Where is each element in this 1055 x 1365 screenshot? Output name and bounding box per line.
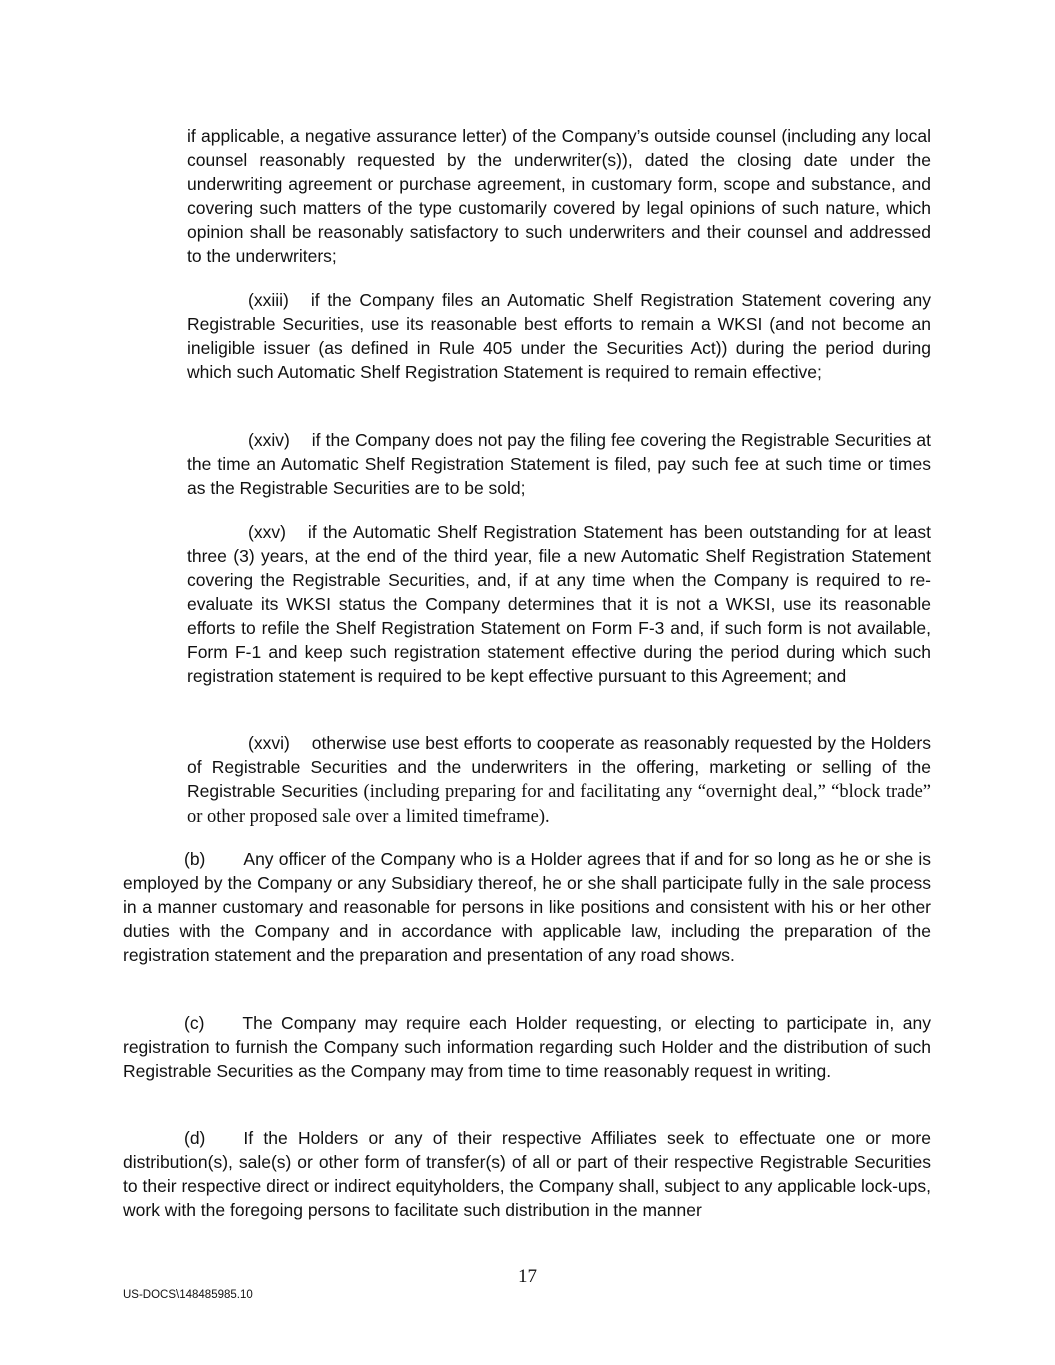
- clause-text: if the Automatic Shelf Registration Statement has been outstanding for at least three (3) years, at the end of the third year, file a new Automatic Shelf Registration Statement covering the Registrable Securities, and, if at any time when the Company is required to re-evaluate its WKSI status the Company determines that it is not a WKSI, use its reasonable efforts to refile the Shelf Registration Statement on Form F-3 and, if such form is not available, Form F-1 and keep such registration statement effective during the period during which such registration statement is required to be kept effective pursuant to this Agreement; and: [187, 522, 931, 686]
- section-b: [123, 847, 931, 967]
- section-label: (d): [184, 1128, 206, 1148]
- clause-label: (xxiii): [248, 290, 289, 310]
- section-text: If the Holders or any of their respective Affiliates seek to effectuate one or more distribution(s), sale(s) or other form of transfer(s) of all or part of their respective Registrable Securities to their respective direct or indirect equityholders, the Company shall, subject to any applicable lock-ups, work with the foregoing persons to facilitate such distribution in the manner: [123, 1128, 931, 1220]
- section-label: (c): [184, 1013, 205, 1033]
- paragraph-intro-continuation: [187, 124, 931, 268]
- section-d: [123, 1126, 931, 1222]
- clause-xxv: [187, 520, 931, 688]
- clause-label: (xxvi): [248, 733, 290, 753]
- clause-text: otherwise use best efforts to cooperate as reasonably requested by the Holders of Registrable Securities and the underwriters in the offering, marketing or selling of the Registrable Securities: [187, 733, 931, 801]
- section-label: (b): [184, 849, 206, 869]
- clause-text-serif: (including preparing for and facilitating any “overnight deal,” “block trade” or other proposed sale over a limited timeframe).: [187, 782, 932, 827]
- document-id: US-DOCS\148485985.10: [123, 1289, 253, 1301]
- clause-label: (xxiv): [248, 430, 290, 450]
- paragraph-text: if applicable, a negative assurance letter) of the Company’s outside counsel (including any local counsel reasonably requested by the underwriter(s)), dated the closing date under the underwriting agreement or purchase agreement, in customary form, scope and substance, and covering such matters of the type customarily covered by legal opinions of such nature, which opinion shall be reasonably satisfactory to such underwriters and their counsel and addressed to the underwriters;: [187, 126, 931, 266]
- clause-xxiv: [187, 428, 931, 500]
- clause-xxiii: [187, 288, 931, 384]
- page-number: 17: [518, 1266, 537, 1287]
- section-text: Any officer of the Company who is a Holder agrees that if and for so long as he or she is employed by the Company or any Subsidiary thereof, he or she shall participate fully in the sale process in a manner customary and reasonable for persons in like positions and consistent with his or her other duties with the Company and in accordance with applicable law, including the preparation of the registration statement and the preparation and presentation of any road shows.: [123, 849, 931, 965]
- section-text: The Company may require each Holder requesting, or electing to participate in, any registration to furnish the Company such information regarding such Holder and the distribution of such Registrable Securities as the Company may from time to time reasonably request in writing.: [123, 1013, 931, 1081]
- clause-xxvi: [187, 731, 931, 829]
- clause-text: if the Company files an Automatic Shelf Registration Statement covering any Registrable Securities, use its reasonable best efforts to remain a WKSI (and not become an ineligible issuer (as defined in Rule 405 under the Securities Act)) during the period during which such Automatic Shelf Registration Statement is required to remain effective;: [187, 290, 931, 382]
- section-c: [123, 1011, 931, 1083]
- clause-text: if the Company does not pay the filing fee covering the Registrable Securities at the time an Automatic Shelf Registration Statement is filed, pay such fee at such time or times as the Registrable Securities are to be sold;: [187, 430, 931, 498]
- clause-label: (xxv): [248, 522, 286, 542]
